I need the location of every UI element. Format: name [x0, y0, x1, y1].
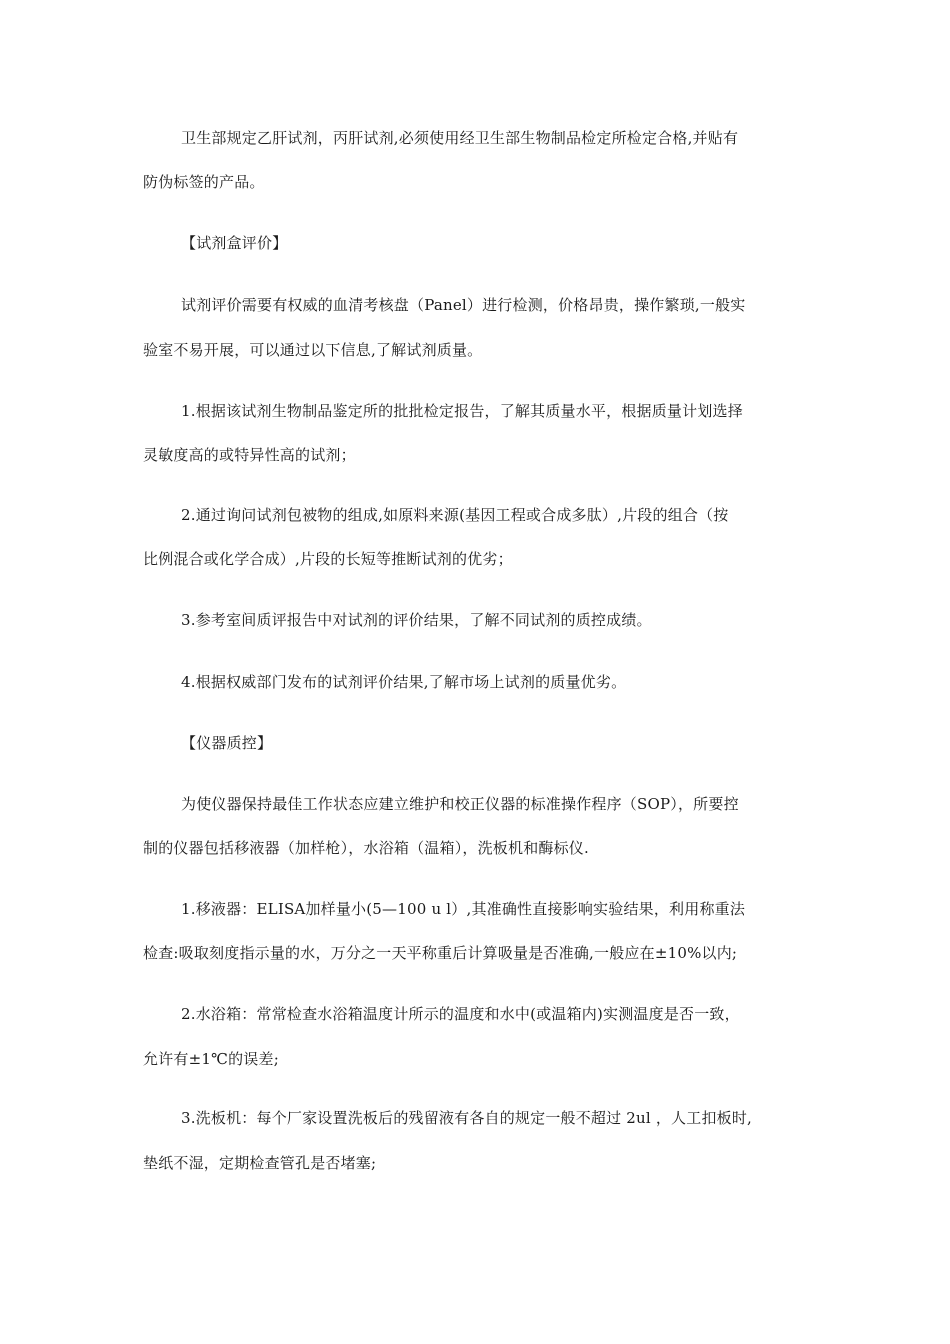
paragraph-line: 3.参考室间质评报告中对试剂的评价结果，了解不同试剂的质控成绩。 [181, 611, 652, 629]
paragraph-line: 验室不易开展，可以通过以下信息,了解试剂质量。 [143, 341, 483, 359]
paragraph-line: 试剂评价需要有权威的血清考核盘（Panel）进行检测，价格昂贵，操作繁琐,一般实 [181, 296, 746, 314]
paragraph-line: 灵敏度高的或特异性高的试剂； [143, 446, 356, 464]
paragraph-line: 比例混合或化学合成）,片段的长短等推断试剂的优劣； [143, 550, 513, 568]
paragraph-line: 垫纸不湿，定期检查管孔是否堵塞; [143, 1154, 377, 1172]
paragraph-line: 为使仪器保持最佳工作状态应建立维护和校正仪器的标准操作程序（SOP），所要控 [181, 795, 739, 813]
paragraph-line: 检查:吸取刻度指示量的水，万分之一天平称重后计算吸量是否准确,一般应在±10%以内; [143, 944, 738, 962]
section-heading: 【仪器质控】 [181, 734, 273, 752]
paragraph-line: 2.通过询问试剂包被物的组成,如原料来源(基因工程或合成多肽）,片段的组合（按 [181, 506, 729, 524]
paragraph-line: 3.洗板机：每个厂家设置洗板后的残留液有各自的规定一般不超过 2ul ，人工扣板时, [181, 1109, 753, 1127]
paragraph-line: 卫生部规定乙肝试剂，丙肝试剂,必须使用经卫生部生物制品检定所检定合格,并贴有 [181, 129, 739, 147]
paragraph-line: 允许有±1℃的误差; [143, 1050, 279, 1068]
paragraph-line: 1.根据该试剂生物制品鉴定所的批批检定报告，了解其质量水平，根据质量计划选择 [181, 402, 743, 420]
paragraph-line: 防伪标签的产品。 [143, 173, 265, 191]
section-heading: 【试剂盒评价】 [181, 234, 288, 252]
paragraph-line: 制的仪器包括移液器（加样枪），水浴箱（温箱），洗板机和酶标仪. [143, 839, 589, 857]
paragraph-line: 2.水浴箱：常常检查水浴箱温度计所示的温度和水中(或温箱内)实测温度是否一致， [181, 1005, 740, 1023]
paragraph-line: 1.移液器：ELISA加样量小(5—100 u l）,其准确性直接影响实验结果，利用称重法 [181, 900, 746, 918]
paragraph-line: 4.根据权威部门发布的试剂评价结果,了解市场上试剂的质量优劣。 [181, 673, 627, 691]
